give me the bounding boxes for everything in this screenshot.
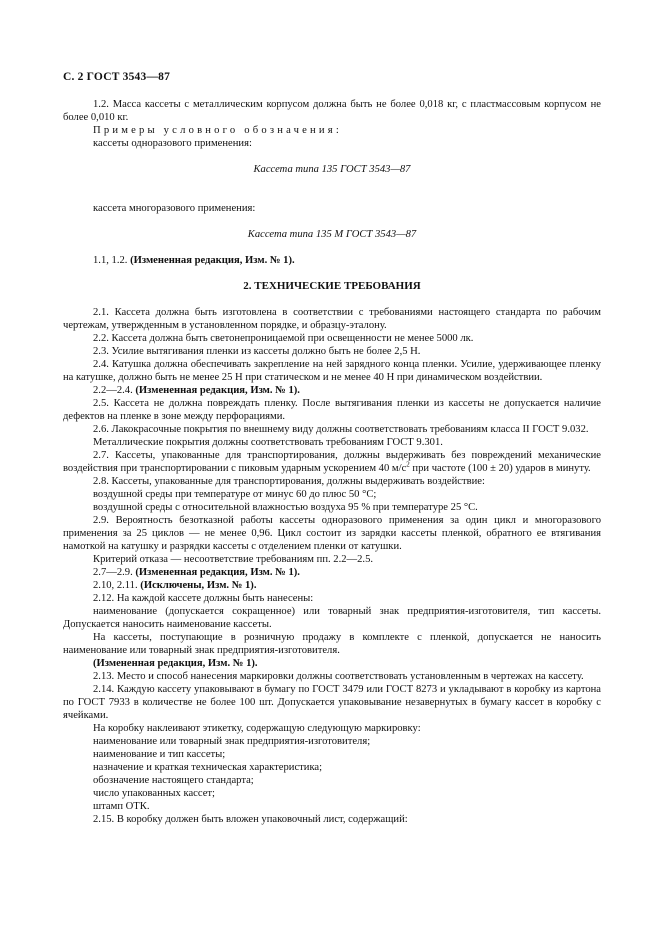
edit-note-1-text: (Измененная редакция, Изм. № 1). — [130, 255, 295, 266]
paragraph-2-6: 2.6. Лакокрасочные покрытия по внешнему виду должны соответствовать требованиям класса II ГОСТ 9.032. — [93, 424, 589, 435]
single-use-label: кассеты одноразового применения: — [93, 138, 252, 149]
edit-note-5: (Измененная редакция, Изм. № 1). — [93, 658, 258, 669]
edit-note-3 — [63, 566, 601, 579]
paragraph-2-7-part-a: 2.7. Кассеты, упакованные для транспортирования, должны выдерживать без повреждений механические воздействия при транспортировании с пиковым ударным ускорением 40 м/с — [63, 450, 601, 474]
paragraph-2-13: 2.13. Место и способ нанесения маркировки должны соответствовать установленным в чертежах на кассету. — [93, 671, 584, 682]
section-title: 2. ТЕХНИЧЕСКИЕ ТРЕБОВАНИЯ — [243, 280, 421, 292]
edit-note-4 — [63, 579, 601, 592]
edit-note-4-prefix: 2.10, 2.11. — [93, 580, 138, 591]
paragraph-air-temperature: воздушной среды при температуре от минус 60 до плюс 50 °С; — [93, 489, 377, 500]
single-use-designation: Кассета типа 135 ГОСТ 3543—87 — [253, 164, 411, 175]
edit-note-3-text: (Измененная редакция, Изм. № 1). — [135, 567, 300, 578]
paragraph-1-2: 1.2. Масса кассеты с металлическим корпусом должна быть не более 0,018 кг, с пластмассовым корпусом не более 0,010 кг. — [63, 99, 601, 123]
paragraph-2-9: 2.9. Вероятность безотказной работы кассеты одноразового применения за один цикл и многоразового применения за 25 циклов — не менее 0,96. Цикл состоит из зарядки кассеты пленкой, обратного ее втягивания намоткой на катушку и разрядки кассеты с отделением пленки от катушки. — [63, 515, 601, 552]
document-body — [63, 98, 601, 826]
edit-note-1-prefix: 1.1, 1.2. — [93, 255, 128, 266]
label-item: назначение и краткая техническая характеристика; — [93, 762, 323, 773]
paragraph-label-intro: На коробку наклеивают этикетку, содержащую следующую маркировку: — [93, 723, 421, 734]
paragraph-retail: На кассеты, поступающие в розничную продажу в комплекте с пленкой, допускается не наносить наименование или товарный знак предприятия-изготовителя. — [63, 632, 601, 656]
examples-title: Примеры условного обозначения: — [93, 125, 342, 136]
paragraph-2-7-superscript: 2 — [406, 460, 410, 469]
label-item: обозначение настоящего стандарта; — [93, 775, 254, 786]
paragraph-2-12: 2.12. На каждой кассете должны быть нанесены: — [93, 593, 314, 604]
edit-note-4-text: (Исключены, Изм. № 1). — [140, 580, 257, 591]
paragraph-2-14: 2.14. Каждую кассету упаковывают в бумагу по ГОСТ 3479 или ГОСТ 8273 и укладывают в коробку из картона по ГОСТ 7933 в количестве не более 100 шт. Допускается упаковывание незавернутых в бумагу кассет в коробку с ячейками. — [63, 684, 601, 721]
paragraph-metal-coatings: Металлические покрытия должны соответствовать требованиям ГОСТ 9.301. — [93, 437, 443, 448]
label-item: наименование и тип кассеты; — [93, 749, 226, 760]
page-header: С. 2 ГОСТ 3543—87 — [63, 71, 171, 83]
paragraph-2-5: 2.5. Кассета не должна повреждать пленку. После вытягивания пленки из кассеты не допускается наличие дефектов на пленке в зоне между перфорациями. — [63, 398, 601, 422]
edit-note-2-prefix: 2.2—2.4. — [93, 385, 133, 396]
paragraph-2-4: 2.4. Катушка должна обеспечивать закрепление на ней зарядного конца пленки. Усилие, удерживающее пленку на катушке, должно быть не менее 25 Н при статическом и не менее 40 Н при динамическом воздействии. — [63, 359, 601, 383]
paragraph-2-7-part-b: при частоте (100 ± 20) ударов в минуту. — [409, 463, 591, 474]
multi-use-designation: Кассета типа 135 М ГОСТ 3543—87 — [247, 229, 417, 240]
paragraph-2-2: 2.2. Кассета должна быть светонепроницаемой при освещенности не менее 5000 лк. — [93, 333, 474, 344]
label-item: наименование или товарный знак предприятия-изготовителя; — [93, 736, 371, 747]
paragraph-2-7 — [63, 449, 601, 475]
paragraph-2-8: 2.8. Кассеты, упакованные для транспортирования, должны выдерживать воздействие: — [93, 476, 485, 487]
paragraph-2-1: 2.1. Кассета должна быть изготовлена в соответствии с требованиями настоящего стандарта по рабочим чертежам, утвержденным в установленном порядке, и образцу-эталону. — [63, 307, 601, 331]
paragraph-2-15: 2.15. В коробку должен быть вложен упаковочный лист, содержащий: — [93, 814, 408, 825]
edit-note-2 — [63, 384, 601, 397]
paragraph-air-humidity: воздушной среды с относительной влажностью воздуха 95 % при температуре 25 °С. — [93, 502, 478, 513]
paragraph-failure-criteria: Критерий отказа — несоответствие требованиям пп. 2.2—2.5. — [93, 554, 374, 565]
edit-note-1 — [63, 254, 601, 267]
label-item: штамп ОТК. — [93, 801, 150, 812]
paragraph-2-3: 2.3. Усилие вытягивания пленки из кассеты должно быть не более 2,5 Н. — [93, 346, 421, 357]
label-item: число упакованных кассет; — [93, 788, 215, 799]
paragraph-marking-name: наименование (допускается сокращенное) или товарный знак предприятия-изготовителя, тип кассеты. Допускается наносить наименование кассеты. — [63, 606, 601, 630]
multi-use-label: кассета многоразового применения: — [93, 203, 256, 214]
edit-note-2-text: (Измененная редакция, Изм. № 1). — [135, 385, 300, 396]
edit-note-3-prefix: 2.7—2.9. — [93, 567, 133, 578]
